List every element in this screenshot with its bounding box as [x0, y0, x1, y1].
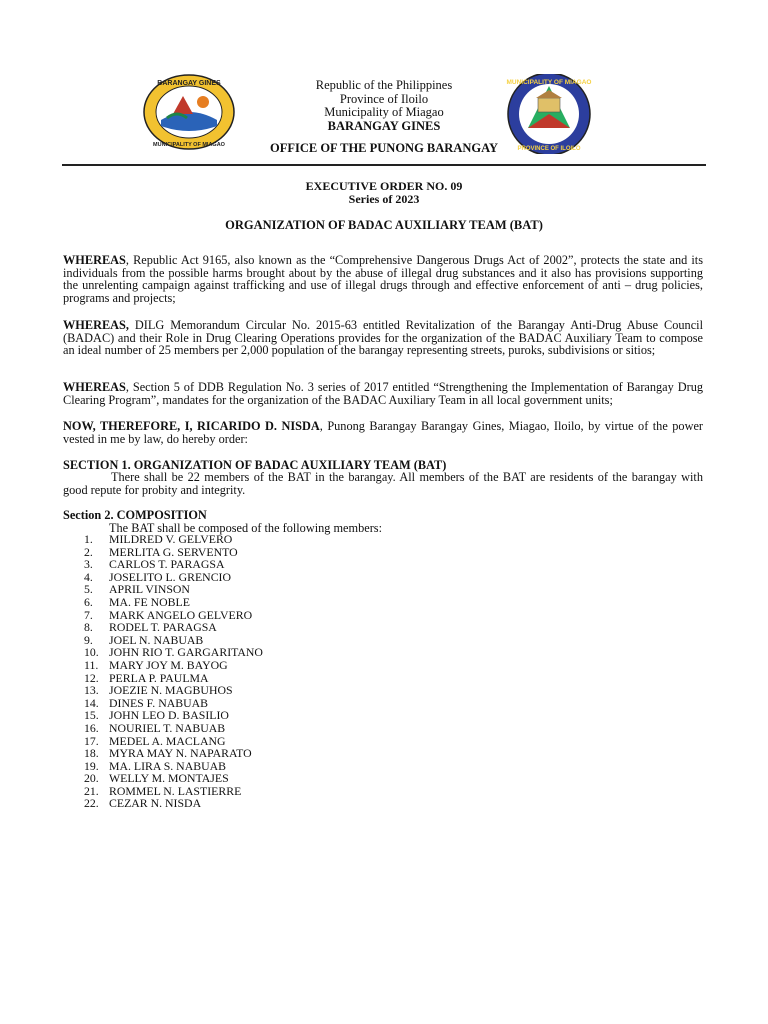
letterhead-municipality: Municipality of Miagao [324, 105, 444, 119]
letterhead [230, 79, 538, 133]
member-number: 2. [84, 544, 93, 559]
member-number: 9. [84, 632, 93, 647]
member-number: 4. [84, 569, 93, 584]
member-number: 5. [84, 582, 93, 597]
member-name: MYRA MAY N. NAPARATO [109, 746, 252, 761]
executive-order-heading [0, 180, 768, 206]
barangay-gines-seal-logo [143, 74, 235, 150]
member-name: CEZAR N. NISDA [109, 796, 202, 811]
member-number: 6. [84, 594, 93, 609]
member-name: MARY JOY M. BAYOG [109, 657, 228, 672]
member-name: DINES F. NABUAB [109, 695, 209, 710]
svg-text:MUNICIPALITY OF MIAGAO: MUNICIPALITY OF MIAGAO [506, 79, 592, 86]
member-name: JOSELITO L. GRENCIO [109, 569, 232, 584]
svg-text:MUNICIPALITY OF MIAGAO: MUNICIPALITY OF MIAGAO [153, 142, 225, 148]
member-name: JOEL N. NABUAB [109, 632, 204, 647]
member-number: 15. [84, 708, 99, 723]
section-1-heading: SECTION 1. ORGANIZATION OF BADAC AUXILIARY TEAM (BAT) [63, 458, 447, 472]
header-divider [62, 164, 706, 166]
member-number: 1. [84, 532, 93, 546]
clause-lead: NOW, THEREFORE, I, RICARIDO D. NISDA [63, 419, 320, 433]
member-number: 22. [84, 796, 99, 811]
member-name: MARK ANGELO GELVERO [109, 607, 253, 622]
clause-text: , Punong Barangay Barangay Gines, Miagao, Iloilo, by virtue of the power vested in me by law, do hereby order: [63, 419, 703, 446]
svg-text:PROVINCE OF ILOILO: PROVINCE OF ILOILO [517, 146, 581, 152]
letterhead-country: Republic of the Philippines [315, 78, 453, 92]
member-name: JOHN RIO T. GARGARITANO [109, 645, 263, 660]
clause-text: , Republic Act 9165, also known as the “Comprehensive Dangerous Drugs Act of 2002”, protects the state and its individuals from the possible harms brought about by the abuse of illegal drug substances and it also has provisions supporting the unrelenting campaign against trafficking and use of illegal drugs through and effective enforcement of anti – drug policies, programs and projects; [63, 253, 703, 305]
member-number: 17. [84, 733, 99, 748]
member-number: 3. [84, 557, 93, 572]
clause-lead: WHEREAS [63, 253, 126, 267]
office-title: OFFICE OF THE PUNONG BARANGAY [269, 141, 499, 155]
member-name: CARLOS T. PARAGSA [109, 557, 225, 572]
member-number: 7. [84, 607, 93, 622]
section-1-body: There shall be 22 members of the BAT in the barangay. All members of the BAT are residents of the barangay with good repute for probity and integrity. [63, 470, 703, 497]
member-number: 10. [84, 645, 99, 660]
clause-text: , Section 5 of DDB Regulation No. 3 series of 2017 entitled “Strengthening the Implementation of Barangay Drug Clearing Program”, mandates for the organization of the BADAC Auxiliary Team in all local government units; [63, 380, 703, 407]
member-number: 14. [84, 695, 99, 710]
whereas-clause [63, 254, 703, 304]
member-number: 11. [84, 657, 99, 672]
member-name: PERLA P. PAULMA [109, 670, 209, 685]
clause-text: DILG Memorandum Circular No. 2015-63 entitled Revitalization of the Barangay Anti-Drug Abuse Council (BADAC) and their Role in Drug Clearing Operations provides for the organization of the BADAC Auxiliary Team to compose an ideal number of 25 members per 2,000 population of the barangay representing streets, puroks, subdivisions or sitios; [63, 318, 703, 358]
section-2-intro: The BAT shall be composed of the following members: [109, 521, 382, 535]
now-therefore-clause [63, 420, 703, 445]
member-name: MEDEL A. MACLANG [109, 733, 226, 748]
list-item [84, 797, 263, 810]
member-number: 8. [84, 620, 93, 635]
member-name: MERLITA G. SERVENTO [109, 544, 238, 559]
executive-order-number: EXECUTIVE ORDER NO. 09 [305, 179, 463, 193]
member-name: MILDRED V. GELVERO [109, 532, 233, 546]
whereas-clause [63, 381, 703, 406]
letterhead-barangay: BARANGAY GINES [327, 118, 441, 133]
member-name: RODEL T. PARAGSA [109, 620, 217, 635]
member-name: MA. FE NOBLE [109, 594, 190, 609]
member-name: APRIL VINSON [109, 582, 190, 597]
section-2-heading: Section 2. COMPOSITION [63, 508, 207, 522]
member-number: 18. [84, 746, 99, 761]
member-name: MA. LIRA S. NABUAB [109, 758, 227, 773]
whereas-clause [63, 319, 703, 357]
letterhead-province: Province of Iloilo [339, 91, 429, 106]
member-list [84, 533, 263, 810]
member-name: WELLY M. MONTAJES [109, 771, 229, 786]
member-number: 19. [84, 758, 99, 773]
member-name: JOHN LEO D. BASILIO [109, 708, 229, 723]
member-number: 12. [84, 670, 99, 685]
member-number: 20. [84, 771, 99, 786]
member-number: 13. [84, 683, 99, 698]
member-number: 16. [84, 720, 99, 735]
document-title: ORGANIZATION OF BADAC AUXILIARY TEAM (BAT) [225, 218, 543, 232]
member-name: NOURIEL T. NABUAB [109, 720, 226, 735]
member-name: ROMMEL N. LASTIERRE [109, 783, 242, 798]
member-name: JOEZIE N. MAGBUHOS [109, 683, 233, 698]
clause-lead: WHEREAS [63, 380, 126, 394]
member-number: 21. [84, 783, 99, 798]
executive-order-series: Series of 2023 [348, 192, 420, 206]
svg-text:BARANGAY GINES: BARANGAY GINES [157, 80, 221, 87]
clause-lead: WHEREAS, [63, 318, 129, 332]
